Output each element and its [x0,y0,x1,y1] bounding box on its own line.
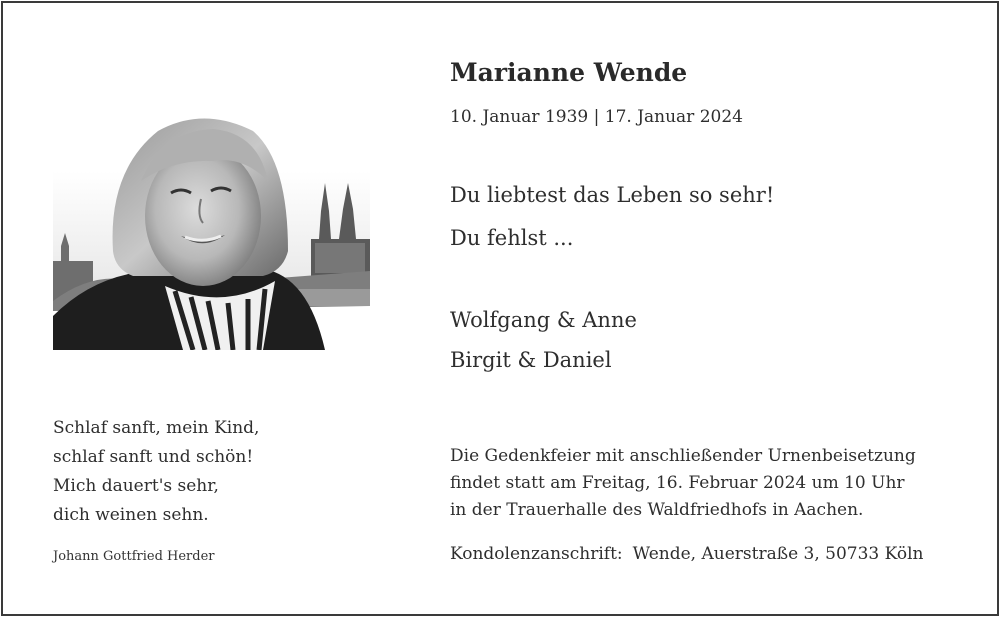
ceremony-line: findet statt am Freitag, 16. Februar 2024 um 10 Uhr [450,473,905,493]
ceremony-notice [450,443,916,524]
ceremony-line: in der Trauerhalle des Waldfriedhofs in Aachen. [450,500,864,520]
condolence-address-text: Wende, Auerstraße 3, 50733 Köln [632,544,924,564]
poem-author: Johann Gottfried Herder [53,549,215,564]
poem-line: dich weinen sehn. [53,505,209,525]
message-line-2: Du fehlst ... [450,226,574,250]
mourner-1: Wolfgang & Anne [450,308,637,332]
condolence-label: Kondolenzanschrift: [450,544,623,564]
life-dates: 10. Januar 1939 | 17. Januar 2024 [450,107,743,127]
mourner-2: Birgit & Daniel [450,348,612,372]
deceased-name: Marianne Wende [450,58,688,87]
obituary-card [1,1,999,616]
poem-line: Schlaf sanft, mein Kind, [53,418,260,438]
condolence-address [450,544,924,564]
ceremony-line: Die Gedenkfeier mit anschließender Urnenbeisetzung [450,446,916,466]
poem-line: schlaf sanft und schön! [53,447,254,467]
portrait-photo [53,111,370,350]
poem [53,414,259,530]
poem-line: Mich dauert's sehr, [53,476,219,496]
message-line-1: Du liebtest das Leben so sehr! [450,183,775,207]
